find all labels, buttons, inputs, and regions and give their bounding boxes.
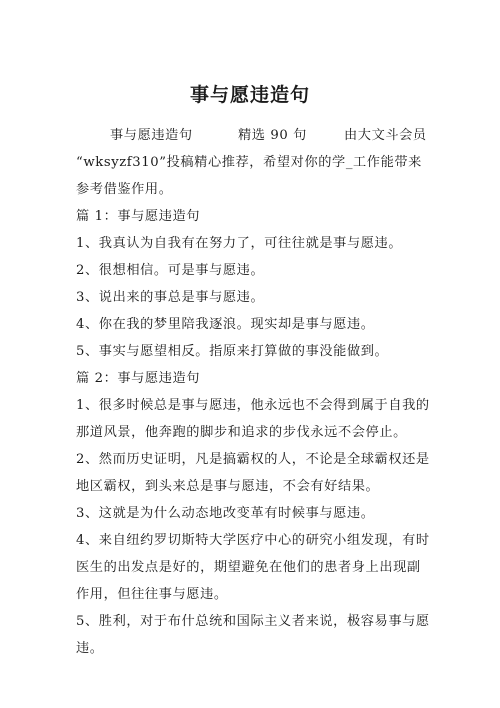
sentence-line: 4、来自纽约罗切斯特大学医疗中心的研究小组发现，有时 [76,533,430,548]
sentence-line: 违。 [76,641,104,656]
meta-topic: 事与愿违造句 [110,128,193,143]
sentence-line: 2、然而历史证明，凡是搞霸权的人，不论是全球霸权还是 [76,452,430,467]
sentence-line: 5、事实与愿望相反。指原来打算做的事没能做到。 [76,344,389,359]
intro-line: 参考借鉴作用。 [76,182,173,197]
sentence-line: 作用，但往往事与愿违。 [76,587,228,602]
sentence-line: 3、说出来的事总是事与愿违。 [76,290,265,305]
section-heading: 篇 2：事与愿违造句 [76,371,201,386]
section-heading: 篇 1：事与愿违造句 [76,209,201,224]
sentence-line: 2、很想相信。可是事与愿违。 [76,263,265,278]
sentence-line: 那道风景，他奔跑的脚步和追求的步伐永远不会停止。 [76,425,407,440]
sentence-line: 1、我真认为自我有在努力了，可往往就是事与愿违。 [76,236,403,251]
sentence-line: 医生的出发点是好的，期望避免在他们的患者身上出现副 [76,560,421,575]
meta-count: 精选 90 句 [238,128,307,143]
document-title: 事与愿违造句 [189,84,310,106]
sentence-line: 4、你在我的梦里陪我逐浪。现实却是事与愿违。 [76,317,375,332]
sentence-line: 3、这就是为什么动态地改变革有时候事与愿违。 [76,506,375,521]
meta-source: 由大文斗会员 [344,128,427,143]
sentence-line: 地区霸权，到头来总是事与愿违，不会有好结果。 [76,479,380,494]
sentence-line: 1、很多时候总是事与愿违，他永远也不会得到属于自我的 [76,398,430,413]
sentence-line: 5、胜利，对于布什总统和国际主义者来说，极容易事与愿 [76,614,430,629]
intro-line: “wksyzf310”投稿精心推荐，希望对你的学_工作能带来 [76,155,422,170]
